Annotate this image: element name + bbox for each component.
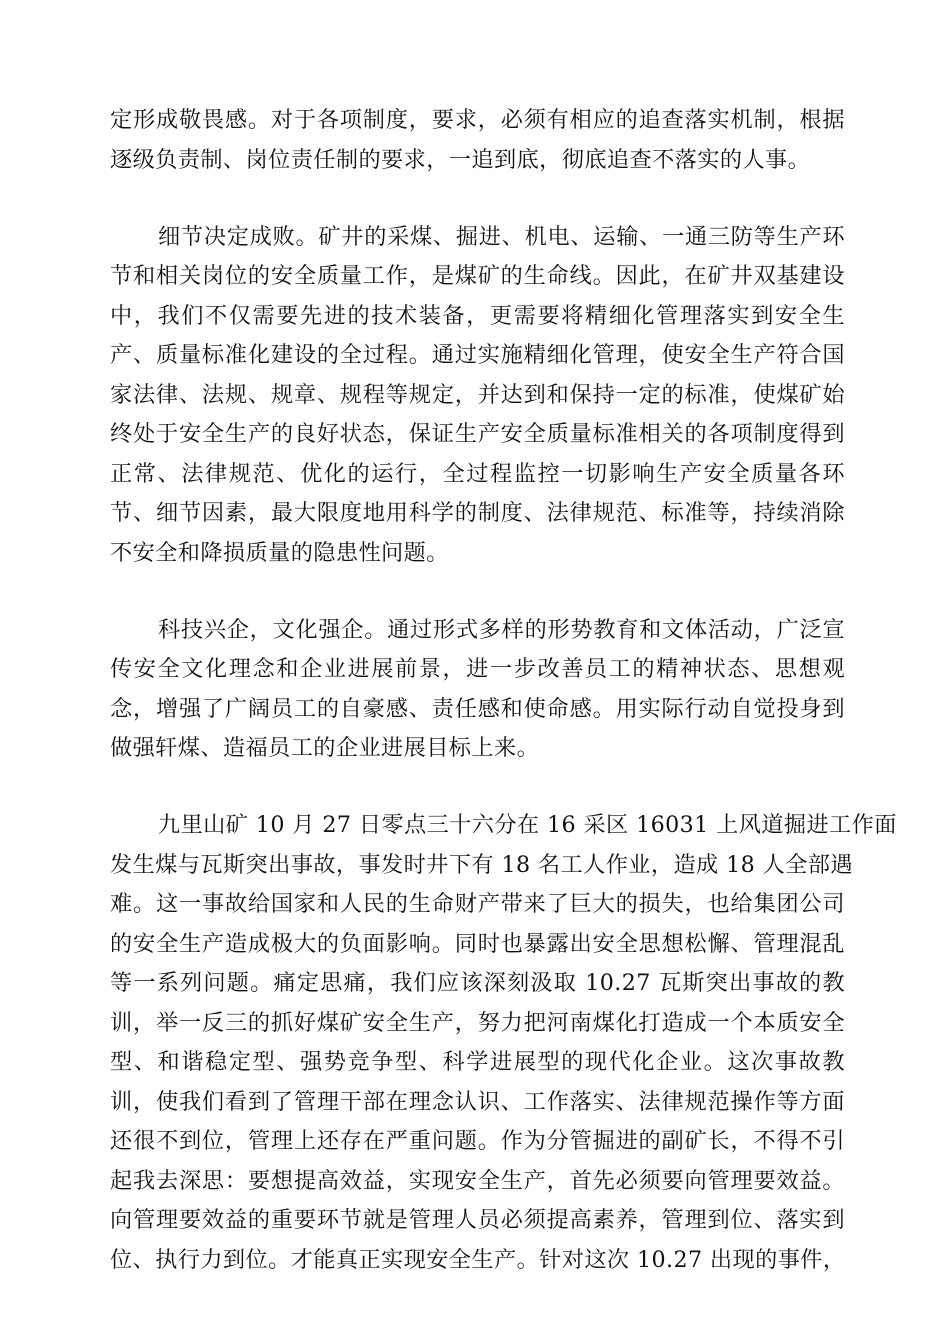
- paragraph: [110, 806, 897, 1280]
- text-line: 终处于安全生产的良好状态，保证生产安全质量标准相关的各项制度得到: [110, 421, 845, 447]
- text-line: 产、质量标准化建设的全过程。通过实施精细化管理，使安全生产符合国: [110, 342, 845, 368]
- text-line: 发生煤与瓦斯突出事故，事发时井下有 18 名工人作业，造成 18 人全部遇: [110, 851, 853, 878]
- paragraph: [110, 101, 845, 180]
- text-line: 向管理要效益的重要环节就是管理人员必须提高素养，管理到位、落实到: [110, 1207, 845, 1233]
- text-line: 的安全生产造成极大的负面影响。同时也暴露出安全思想松懈、管理混乱: [110, 930, 845, 957]
- document-page: [110, 101, 897, 1318]
- text-line: 逐级负责制、岗位责任制的要求，一追到底，彻底追查不落实的人事。: [110, 146, 811, 173]
- text-line: 等一系列问题。痛定思痛，我们应该深刻汲取 10.27 瓦斯突出事故的教: [110, 970, 845, 996]
- text-line: 家法律、法规、规章、规程等规定，并达到和保持一定的标准，使煤矿始: [110, 381, 845, 408]
- text-line: 做强轩煤、造福员工的企业进展目标上来。: [110, 735, 540, 761]
- paragraph: [110, 218, 845, 574]
- text-line: 正常、法律规范、优化的运行，全过程监控一切影响生产安全质量各环: [110, 460, 845, 487]
- text-line: 传安全文化理念和企业进展前景，进一步改善员工的精神状态、思想观: [110, 656, 845, 682]
- text-line: 位、执行力到位。才能真正实现安全生产。针对这次 10.27 出现的事件，: [110, 1246, 846, 1273]
- text-line: 定形成敬畏感。对于各项制度，要求，必须有相应的追查落实机制，根据: [110, 107, 845, 133]
- text-line: 细节决定成败。矿井的采煤、掘进、机电、运输、一通三防等生产环: [158, 223, 845, 250]
- text-line: 起我去深思：要想提高效益，实现安全生产，首先必须要向管理要效益。: [110, 1167, 845, 1194]
- text-line: 不安全和降损质量的隐患性问题。: [110, 539, 449, 566]
- text-line: 念，增强了广阔员工的自豪感、责任感和使命感。用实际行动自觉投身到: [110, 695, 845, 722]
- text-line: 难。这一事故给国家和人民的生命财产带来了巨大的损失，也给集团公司: [110, 891, 845, 917]
- paragraph: [110, 611, 845, 769]
- text-line: 科技兴企，文化强企。通过形式多样的形势教育和文体活动，广泛宣: [158, 616, 845, 643]
- text-line: 节和相关岗位的安全质量工作，是煤矿的生命线。因此，在矿井双基建设: [110, 263, 845, 289]
- text-line: 中，我们不仅需要先进的技术装备，更需要将精细化管理落实到安全生: [110, 302, 845, 329]
- text-line: 训，使我们看到了管理干部在理念认识、工作落实、法律规范操作等方面: [110, 1088, 845, 1115]
- text-line: 节、细节因素，最大限度地用科学的制度、法律规范、标准等，持续消除: [110, 500, 845, 526]
- text-line: 型、和谐稳定型、强势竞争型、科学进展型的现代化企业。这次事故教: [110, 1049, 845, 1075]
- text-line: 九里山矿 10 月 27 日零点三十六分在 16 采区 16031 上风道掘进工作面: [158, 812, 897, 838]
- text-line: 训，举一反三的抓好煤矿安全生产，努力把河南煤化打造成一个本质安全: [110, 1009, 845, 1036]
- text-line: 还很不到位，管理上还存在严重问题。作为分管掘进的副矿长，不得不引: [110, 1128, 845, 1154]
